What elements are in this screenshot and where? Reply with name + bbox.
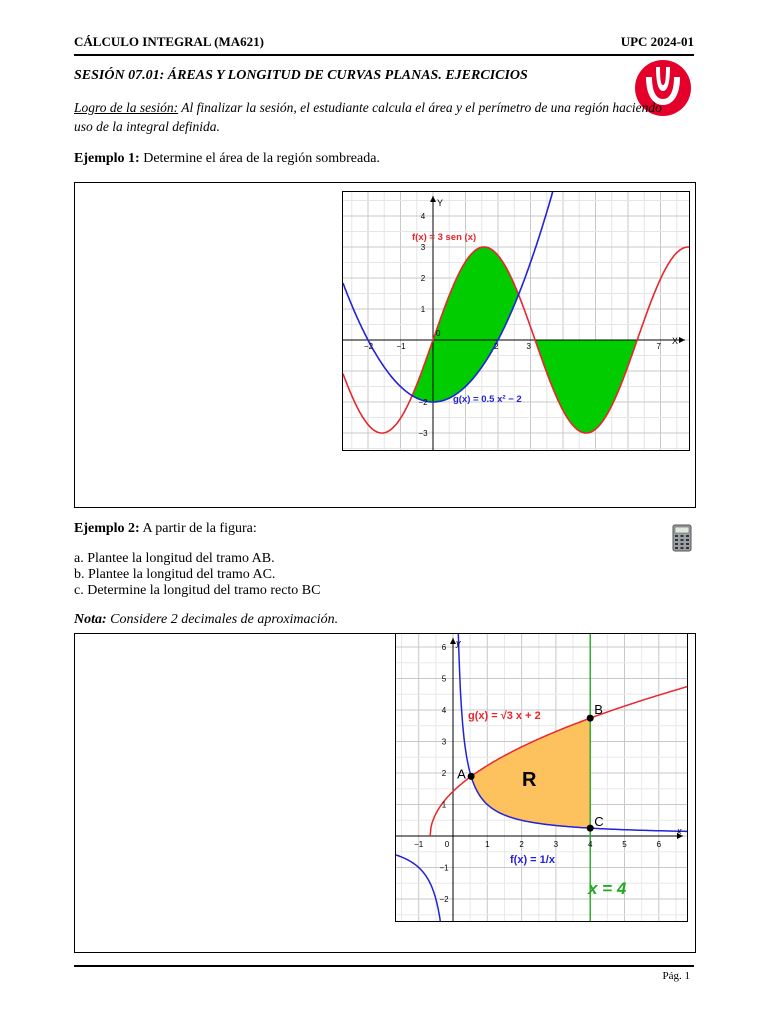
calculator-icon — [672, 524, 692, 552]
y-tick-label: 2 — [441, 769, 447, 778]
point-a — [468, 773, 475, 780]
x-tick-label: 3 — [526, 342, 531, 351]
x-tick-label: −1 — [396, 342, 406, 351]
y-tick-label: −2 — [418, 398, 428, 407]
example-2-label: Ejemplo 2: — [74, 521, 140, 536]
note-text: Considere 2 decimales de aproximación. — [106, 612, 339, 627]
point-a-label: A — [457, 766, 466, 782]
example-2-item-b: b. Plantee la longitud del tramo AC. — [74, 567, 276, 582]
example-1-statement — [74, 151, 380, 167]
y-tick-label: 4 — [420, 212, 426, 221]
y-tick-label: −2 — [439, 895, 449, 904]
session-goal-text-2: uso de la integral definida. — [74, 119, 220, 134]
example-1-label: Ejemplo 1: — [74, 151, 140, 166]
region-r-label: R — [522, 769, 537, 791]
f-function-label: f(x) = 1/x — [510, 854, 555, 866]
x-tick-label: 1 — [485, 840, 490, 849]
y-tick-label: 2 — [420, 274, 426, 283]
x-tick-label: −2 — [364, 342, 374, 351]
example-1-text: Determine el área de la región sombreada. — [139, 151, 380, 166]
x-tick-label: 6 — [656, 840, 662, 849]
point-b — [587, 715, 594, 722]
session-goal-label: Logro de la sesión: — [74, 100, 179, 115]
example-1-graph — [342, 191, 690, 451]
example-2-statement — [74, 521, 257, 537]
y-tick-label: −3 — [418, 429, 428, 438]
y-axis-label: Y — [437, 198, 444, 208]
session-title: SESIÓN 07.01: ÁREAS Y LONGITUD DE CURVAS PLANAS. EJERCICIOS — [74, 68, 528, 83]
line-x-equals-4-label: x = 4 — [588, 879, 627, 898]
y-tick-label: 5 — [441, 674, 447, 684]
x-axis-arrow — [679, 337, 685, 343]
y-tick-label: 1 — [420, 305, 426, 314]
y-tick-label: 6 — [441, 643, 447, 652]
f-function-label: f(x) = 3 sen (x) — [412, 232, 477, 243]
footer-rule — [74, 965, 694, 967]
x-tick-label: 5 — [622, 840, 627, 849]
session-goal — [74, 98, 704, 136]
x-tick-label: 2 — [519, 840, 524, 849]
y-axis-label: y — [456, 638, 461, 648]
example-2-text: A partir de la figura: — [139, 521, 257, 536]
x-tick-label: 0 — [444, 840, 450, 849]
x-tick-label: 2 — [494, 342, 499, 351]
session-goal-text: Al finalizar la sesión, el estudiante calcula el área y el perímetro de una región haciendo — [178, 100, 662, 115]
g-function-label: g(x) = 0.5 x² − 2 — [453, 394, 522, 405]
header-rule — [74, 54, 694, 56]
point-c-label: C — [594, 814, 604, 830]
point-b-label: B — [594, 702, 603, 718]
example-2-item-a: a. Plantee la longitud del tramo AB. — [74, 551, 275, 566]
example-2-note — [74, 612, 338, 628]
y-axis-arrow — [430, 196, 436, 202]
x-tick-label: 4 — [587, 840, 593, 849]
note-label: Nota: — [74, 612, 107, 627]
x-tick-label: 0 — [436, 329, 441, 338]
g-function-label: g(x) = √3 x + 2 — [468, 710, 541, 722]
x-tick-label: 3 — [553, 840, 559, 849]
example-2-item-c: c. Determine la longitud del tramo recto BC — [74, 583, 321, 598]
term-label: UPC 2024-01 — [620, 34, 694, 49]
example-1-graph-svg — [343, 192, 689, 450]
x-tick-label: −1 — [414, 840, 424, 849]
point-c — [587, 825, 594, 832]
y-tick-label: 4 — [441, 706, 447, 715]
example-2-graph-svg — [396, 634, 687, 921]
y-tick-label: 3 — [441, 737, 447, 747]
course-title: CÁLCULO INTEGRAL (MA621) — [74, 34, 264, 49]
y-tick-label: −1 — [439, 863, 449, 873]
y-tick-label: 3 — [420, 243, 426, 252]
x-tick-label: 7 — [656, 342, 661, 351]
y-tick-label: 1 — [441, 800, 447, 810]
example-2-graph — [395, 633, 688, 922]
x-axis-label: x — [677, 826, 682, 836]
x-axis-label: X — [672, 336, 679, 346]
page-number: Pág. 1 — [662, 970, 690, 982]
